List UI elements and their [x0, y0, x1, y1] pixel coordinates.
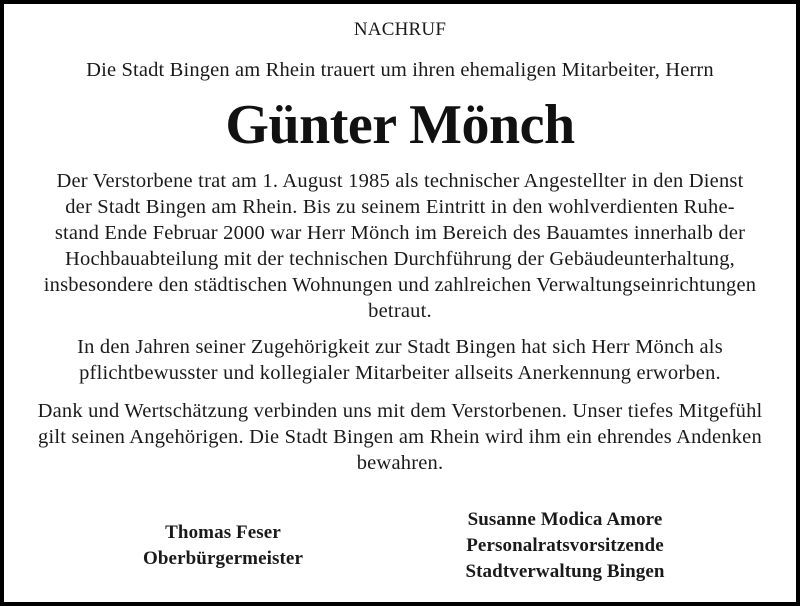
paragraph-line: bewahren.	[356, 452, 444, 474]
obituary-notice	[4, 4, 796, 602]
paragraph-line: Dank und Wertschätzung verbinden uns mit dem Verstorbenen. Unser tiefes Mitgefühl	[37, 400, 763, 422]
paragraph-condolence	[4, 398, 796, 476]
signature-mayor	[113, 520, 333, 572]
signatory-name: Susanne Modica Amore	[467, 509, 663, 530]
paragraph-line: stand Ende Februar 2000 war Herr Mönch im Bereich des Bauamtes innerhalb der	[54, 222, 746, 244]
signatory-title: Oberbürgermeister	[143, 548, 303, 569]
signatory-name: Thomas Feser	[165, 522, 281, 543]
paragraph-line: der Stadt Bingen am Rhein. Bis zu seinem Eintritt in den wohlverdienten Ruhe-	[65, 196, 735, 218]
intro-line: Die Stadt Bingen am Rhein trauert um ihren ehemaligen Mitarbeiter, Herrn	[86, 59, 714, 81]
notice-heading: NACHRUF	[353, 19, 447, 40]
paragraph-line: betraut.	[368, 300, 432, 322]
paragraph-line: insbesondere den städtischen Wohnungen und zahlreichen Verwaltungseinrichtungen	[43, 274, 757, 296]
paragraph-line: Der Verstorbene trat am 1. August 1985 als technischer Angestellter in den Dienst	[56, 170, 744, 192]
paragraph-line: gilt seinen Angehörigen. Die Stadt Bingen am Rhein wird ihm ein ehrendes Andenken	[38, 426, 762, 448]
signatory-title: Personalratsvorsitzende	[466, 535, 664, 556]
paragraph-line: Hochbauabteilung mit der technischen Durchführung der Gebäudeunterhaltung,	[64, 248, 735, 270]
deceased-name: Günter Mönch	[225, 94, 575, 156]
signature-staff-council	[440, 507, 690, 585]
paragraph-line: In den Jahren seiner Zugehörigkeit zur Stadt Bingen hat sich Herr Mönch als	[77, 336, 723, 358]
paragraph-career	[4, 168, 796, 324]
paragraph-line: pflichtbewusster und kollegialer Mitarbeiter allseits Anerkennung erworben.	[79, 362, 721, 384]
paragraph-recognition	[4, 334, 796, 386]
signatory-organization: Stadtverwaltung Bingen	[465, 561, 665, 582]
